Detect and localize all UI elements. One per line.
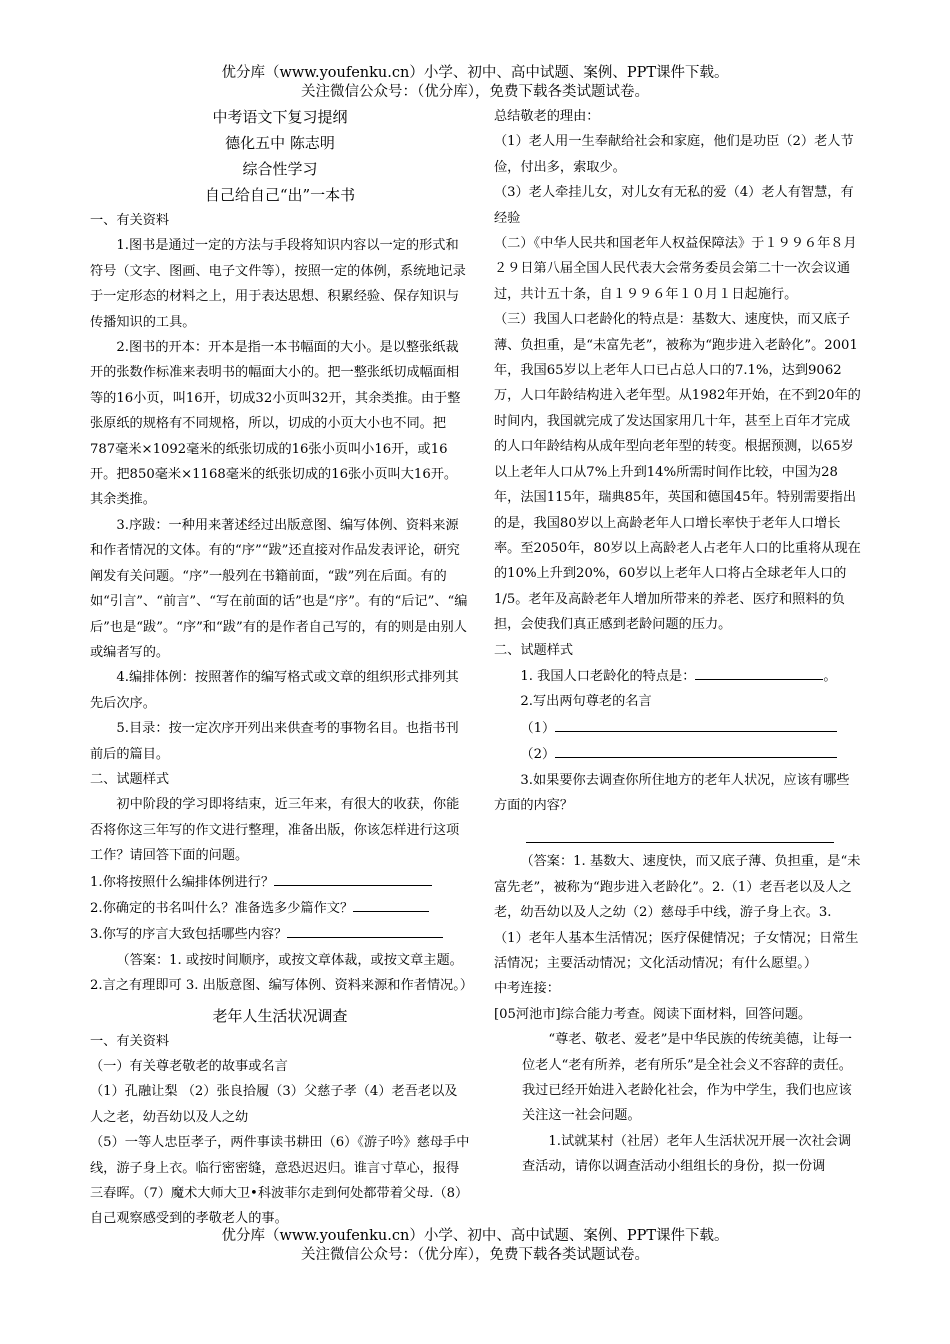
answer-line [526, 818, 834, 843]
topic-1-paragraph-3: 3.序跋：一种用来著述经过出版意图、编写体例、资料来源和作者情况的文体。有的“序”“跋”还直接对作品发表评论，研究阐发有关问题。“序”一般列在书籍前面，“跋”列在后面。有的如“引言”、“前言”、“写在前面的话”也是“序”。有的“后记”、“编后”也是“跋”。“序”和“跋”有的是作者自己写的，有的则是由别人或编者写的。 [90, 517, 468, 660]
topic-1-paragraph-2: 2.图书的开本：开本是指一本书幅面的大小。是以整张纸裁开的张数作标准来表明书的幅面大小的。把一整张纸切成幅面相等的16小页，叫16开，切成32小页叫32开，其余类推。由于整张原纸的规格有不同规格，所以，切成的小页大小也不同。把787毫米×1092毫米的纸张切成的16张小页叫小16开，或16开。把850毫米×1168毫米的纸张切成的16张小页叫大16开。其余类推。 [90, 340, 461, 508]
answer-blank [555, 741, 837, 758]
topic-2-question-2a: （1） [494, 715, 862, 741]
exam-task: 1.试就某村（社居）老年人生活状况开展一次社会调查活动，请你以调查活动小组组长的身份，拟一份调 [522, 1133, 852, 1175]
topic-1-heading-questions: 二、试题样式 [90, 771, 170, 787]
reasons-1-2: （1）老人用一生奉献给社会和家庭，他们是功臣（2）老人节俭，付出多，索取少。 [494, 134, 854, 175]
reasons-3-4: （3）老人牵挂儿女，对儿女有无私的爱（4）老人有智慧，有经验 [494, 185, 854, 226]
topic-2-heading-questions: 二、试题样式 [494, 642, 574, 658]
reasons-heading: 总结敬老的理由： [494, 109, 600, 124]
topic-2-subheading-1: （一）有关尊老敬老的故事或名言 [90, 1059, 288, 1074]
topic-1-paragraph-1: 1.图书是通过一定的方法与手段将知识内容以一定的形式和符号（文字、图画、电子文件等），按照一定的体例，系统地记录于一定形态的材料之上，用于表达思想、积累经验、保存知识与传播知识的工具。 [90, 238, 466, 330]
topic-1-question-2: 2.你确定的书名叫什么？准备选多少篇作文？ [90, 895, 470, 921]
footer-line-1: 优分库（www.youfenku.cn）小学、初中、高中试题、案例、PPT课件下载。 [221, 1228, 729, 1244]
topic-2-question-3: 3.如果要你去调查你所住地方的老年人状况，应该有哪些方面的内容？ [494, 772, 850, 813]
topic-2-list-2: （5）一等人忠臣孝子，两件事读书耕田（6）《游子吟》慈母手中线，游子身上衣。临行密密缝，意恐迟迟归。谁言寸草心，报得三春晖。（7）魔术大师大卫•科波菲尔走到何处都带着父母.（8）自己观察感受到的孝敬老人的事。 [90, 1135, 470, 1227]
author-line: 德化五中 陈志明 [225, 134, 335, 152]
answer-blank [274, 869, 432, 886]
exam-source: [05河池市]综合能力考查。阅读下面材料，回答问题。 [494, 1006, 812, 1022]
topic-1-paragraph-5: 5.目录：按一定次序开列出来供查考的事物名目。也指书刊前后的篇目。 [90, 721, 459, 762]
topic-2-list-1: （1）孔融让梨 （2）张良拾履（3）父慈子孝（4）老吾老以及人之老，幼吾幼以及人之幼 [90, 1084, 458, 1125]
topic-2-question-2b: （2） [494, 741, 862, 767]
law-paragraph: （二）《中华人民共和国老年人权益保障法》于１９９６年８月２９日第八届全国人民代表大会常务委员会第二十一次会议通过，共计五十条，自１９９６年１０月１日起施行。 [494, 236, 857, 302]
topic-1-question-1: 1.你将按照什么编排体例进行？ [90, 869, 470, 895]
answer-blank [353, 895, 429, 912]
topic-2-answer: （答案：1. 基数大、速度快，而又底子薄、负担重，是“未富先老”，被称为“跑步进入老龄化”。2.（1）老吾老以及人之老，幼吾幼以及人之幼（2）慈母手中线，游子身上衣。3. （1）老年人基本生活情况；医疗保健情况；子女情况；日常生活情况；主要活动情况；文化活动情况；有什么愿望。） [494, 854, 861, 971]
exam-link-heading: 中考连接： [494, 981, 560, 997]
answer-blank [555, 715, 837, 732]
footer-line-2: 关注微信公众号：（优分库），免费下载各类试题试卷。 [301, 1247, 649, 1263]
topic-2-question-2: 2.写出两句尊老的名言 [520, 694, 652, 710]
topic-2-title: 老年人生活状况调查 [212, 1006, 348, 1025]
topic-1-heading-materials: 一、有关资料 [90, 213, 170, 228]
right-column [494, 104, 862, 1180]
answer-blank [287, 921, 443, 938]
exam-quote: “尊老、敬老、爱老”是中华民族的传统美德，让每一位老人“老有所养，老有所乐”是全社会义不容辞的责任。我过已经开始进入老龄化社会，作为中学生，我们也应该关注这一社会问题。 [522, 1032, 852, 1124]
footer-banner [0, 1227, 950, 1265]
header-banner [0, 64, 950, 102]
document-title: 中考语文下复习提纲 [212, 108, 348, 126]
topic-1-answer: （答案：1. 或按时间顺序，或按文章体裁，或按文章主题。2.言之有理即可 3. 出版意图、编写体例、资料来源和作者情况。） [90, 952, 474, 994]
topic-2-heading-materials: 一、有关资料 [90, 1033, 170, 1049]
topic-1-paragraph-4: 4.编排体例：按照著作的编写格式或文章的组织形式排列其先后次序。 [90, 670, 459, 711]
section-title: 综合性学习 [242, 160, 318, 178]
topic-2-question-1: 1. 我国人口老龄化的特点是： 。 [494, 663, 862, 689]
banner-line-1: 优分库（www.youfenku.cn）小学、初中、高中试题、案例、PPT课件下载。 [221, 65, 729, 81]
aging-paragraph: （三）我国人口老龄化的特点是：基数大、速度快，而又底子薄、负担重，是“未富先老”，被称为“跑步进入老龄化”。2001年，我国65岁以上老年人口已占总人口的7.1%，达到9062万，人口年龄结构进入老年型。从1982年开始，在不到20年的时间内，我国就完成了发达国家用几十年，甚至上百年才完成的人口年龄结构从成年型向老年型的转变。根据预测，以65岁以上老年人口从7%上升到14%所需时间作比较，中国为28年，法国115年，瑞典85年，英国和德国45年。特别需要指出的是，我国80岁以上高龄老年人口增长率快于老年人口增长率。至2050年，80岁以上高龄老人占老年人口的比重将从现在的10%上升到20%，60岁以上老年人口将占全球老年人口的1/5。老年及高龄老年人增加所带来的养老、医疗和照料的负担，会使我们真正感到老龄问题的压力。 [494, 312, 861, 633]
topic-1-title: 自己给自己“出”一本书 [204, 186, 356, 204]
left-column [90, 104, 474, 1232]
banner-line-2: 关注微信公众号：（优分库），免费下载各类试题试卷。 [301, 84, 649, 100]
topic-1-question-3: 3.你写的序言大致包括哪些内容？ [90, 921, 470, 947]
answer-blank [695, 663, 823, 680]
topic-1-question-intro: 初中阶段的学习即将结束，近三年来，有很大的收获，你能否将你这三年写的作文进行整理，准备出版，你该怎样进行这项工作？请回答下面的问题。 [90, 797, 460, 864]
